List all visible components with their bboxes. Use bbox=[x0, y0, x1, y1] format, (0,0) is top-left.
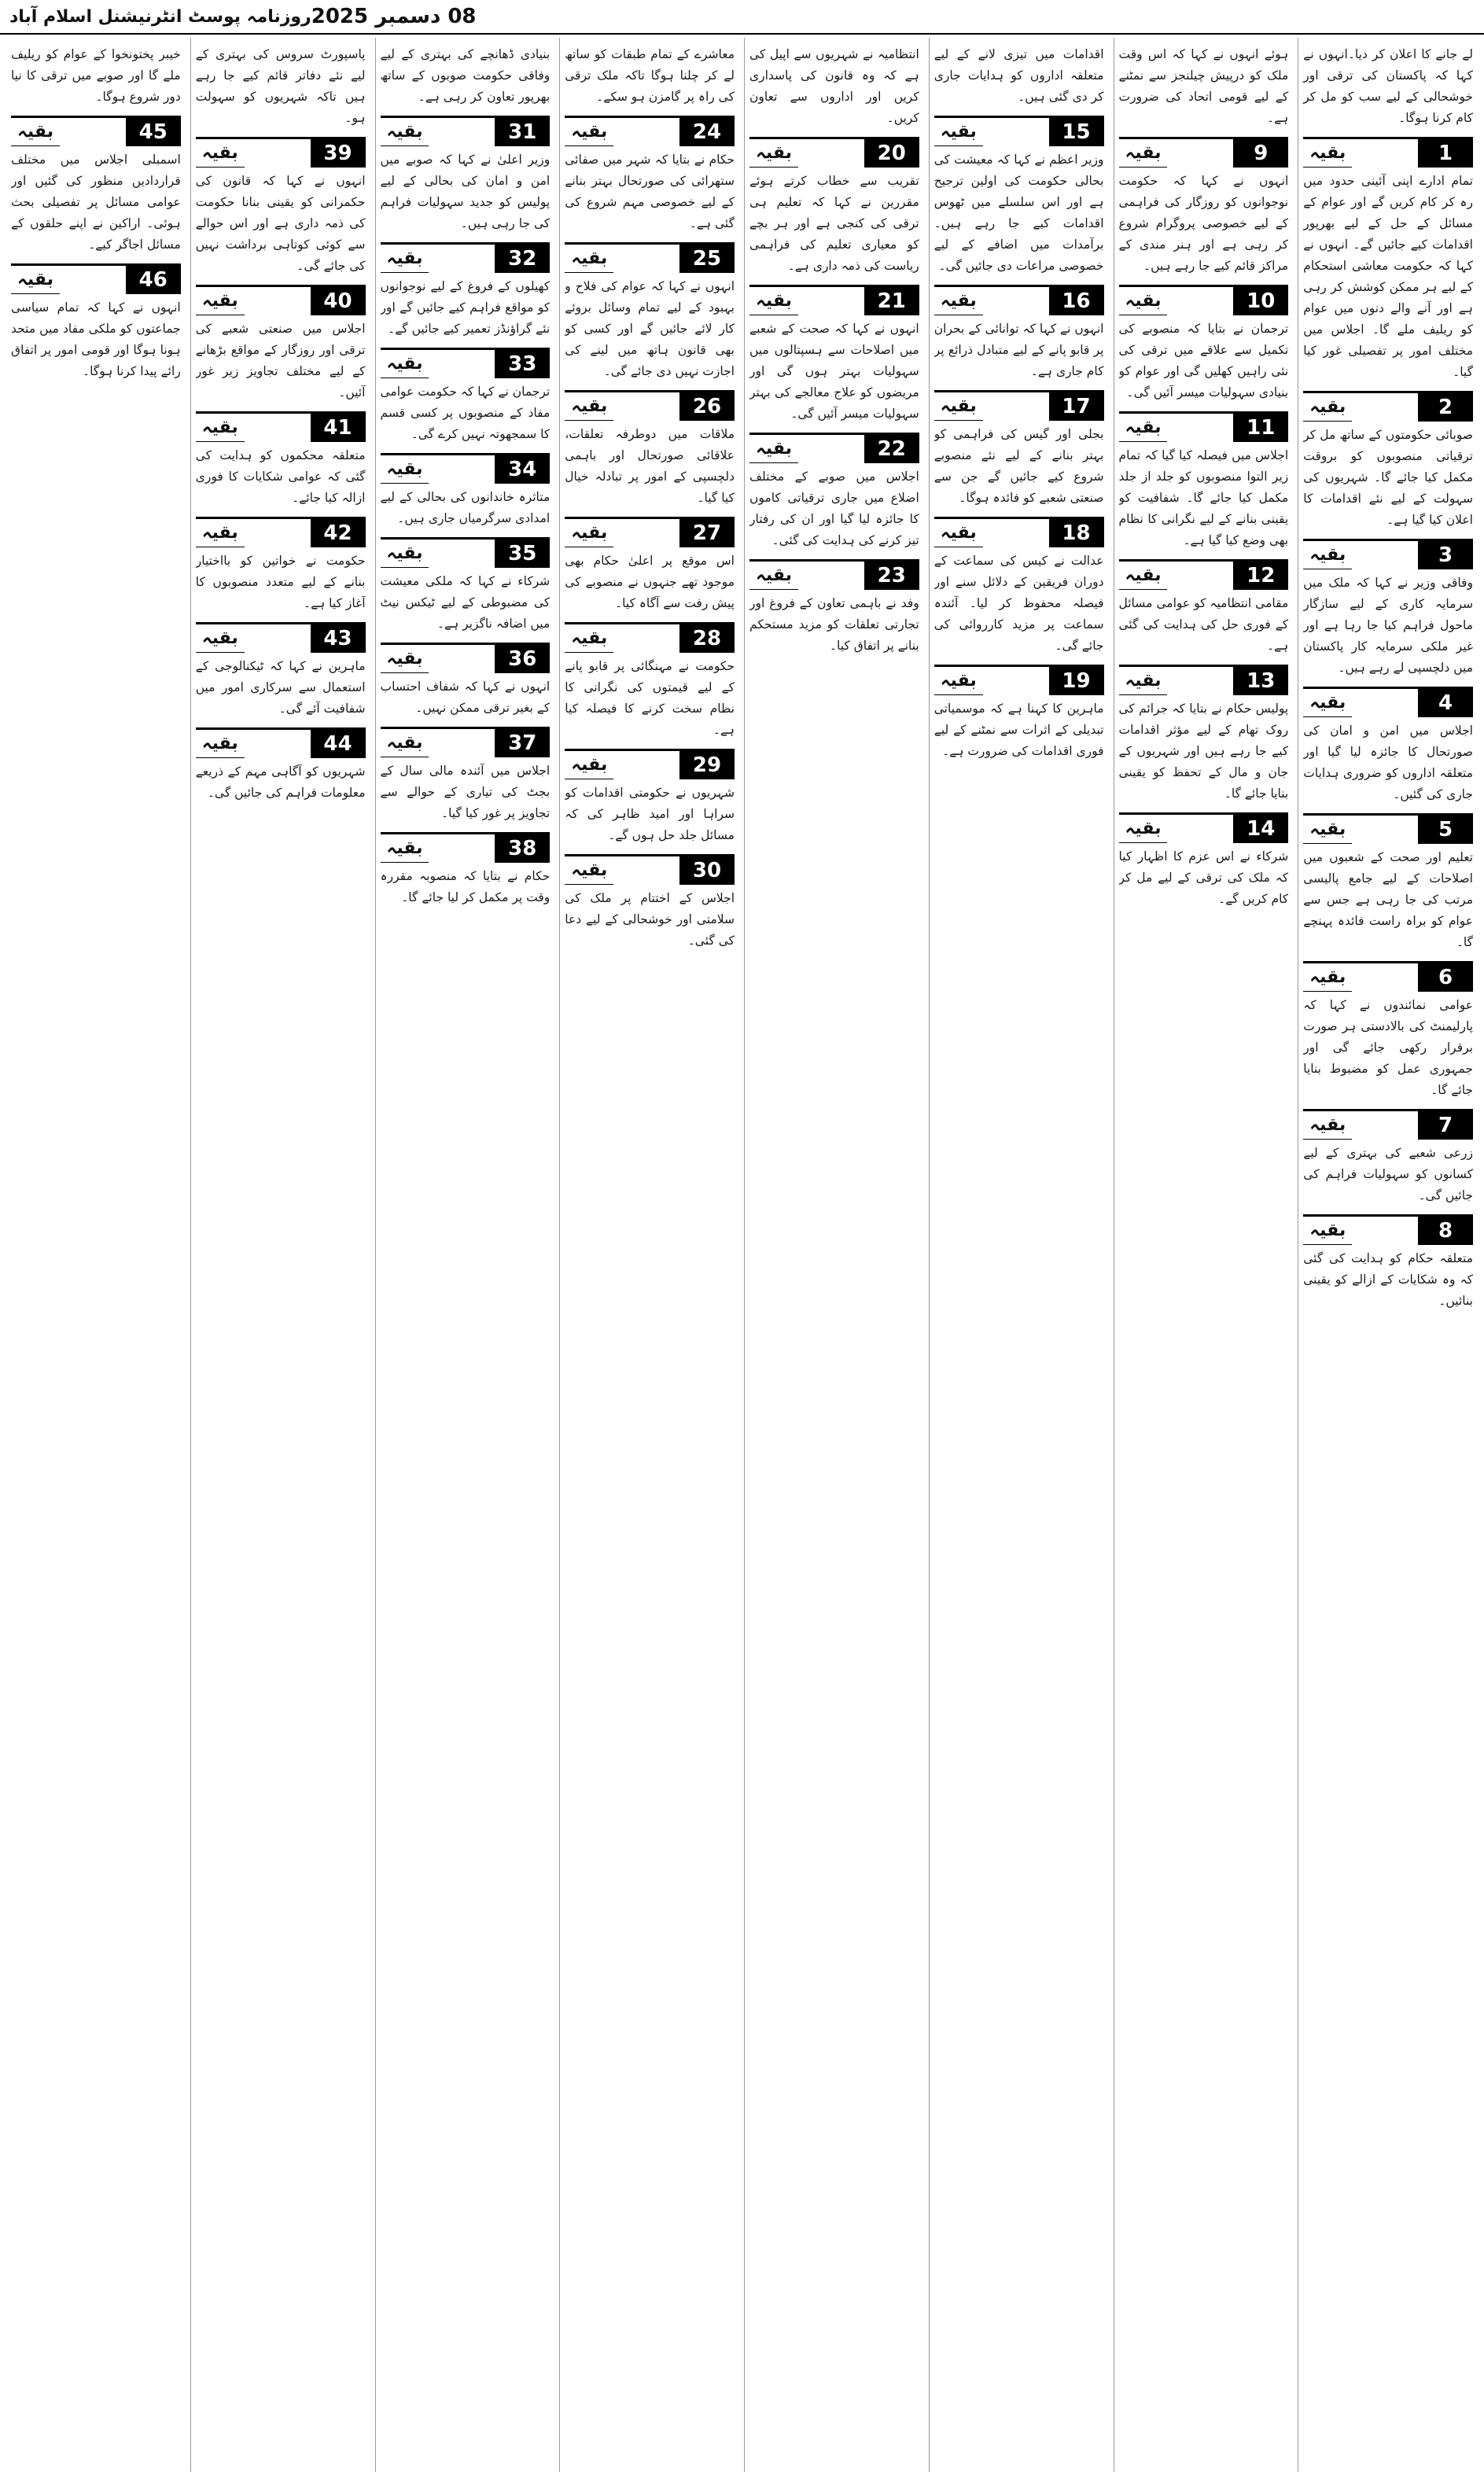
continuation-label: بقیہ bbox=[196, 624, 245, 653]
column-lead-text: انتظامیہ نے شہریوں سے اپیل کی ہے کہ وہ قانون کی پاسداری کریں اور اداروں سے تعاون کریں۔ bbox=[749, 47, 919, 125]
continuation-text: حکام نے بتایا کہ منصوبہ مقررہ وقت پر مکمل کر لیا جائے گا۔ bbox=[380, 869, 551, 904]
column bbox=[744, 38, 924, 2472]
continuation-header bbox=[1303, 689, 1473, 717]
continuation-header bbox=[934, 118, 1104, 146]
continuation-block bbox=[1303, 813, 1473, 953]
continuation-label: بقیہ bbox=[749, 139, 798, 168]
continuation-header bbox=[1303, 139, 1473, 168]
continuation-header bbox=[565, 519, 735, 547]
continuation-number: 11 bbox=[1233, 414, 1288, 442]
continuation-header bbox=[565, 856, 735, 885]
continuation-text: ملاقات میں دوطرفہ تعلقات، علاقائی صورتحال اور باہمی دلچسپی کے امور پر تبادلہ خیال کیا گیا۔ bbox=[565, 427, 735, 505]
continuation-header bbox=[381, 729, 551, 757]
continuation-text: عدالت نے کیس کی سماعت کے دوران فریقین کے دلائل سنے اور فیصلہ محفوظ کر لیا۔ آئندہ سماعت پر مزید کارروائی کی جائے گی۔ bbox=[933, 554, 1104, 653]
continuation-label: بقیہ bbox=[196, 287, 245, 315]
continuation-number: 9 bbox=[1233, 139, 1288, 168]
column-lead-text: ہوئے انہوں نے کہا کہ اس وقت ملک کو درپیش چیلنجز سے نمٹنے کے لیے قومی اتحاد کی ضرورت ہے۔ bbox=[1118, 47, 1289, 125]
continuation-text: حکومت نے مہنگائی پر قابو پانے کے لیے قیمتوں کی نگرانی کا نظام سخت کرنے کا فیصلہ کیا ہے۔ bbox=[565, 659, 735, 737]
continuation-number: 35 bbox=[495, 540, 550, 568]
continuation-label: بقیہ bbox=[1303, 963, 1352, 992]
continuation-header bbox=[381, 455, 551, 484]
continuation-header bbox=[1119, 287, 1289, 315]
continuation-text: ماہرین نے کہا کہ ٹیکنالوجی کے استعمال سے سرکاری امور میں شفافیت آئے گی۔ bbox=[195, 659, 366, 716]
continuation-block bbox=[749, 433, 919, 551]
continuation-text: اجلاس میں صوبے کے مختلف اضلاع میں جاری ترقیاتی کاموں کا جائزہ لیا گیا اور ان کی رفتار تیز کرنے کی ہدایت کی گئی۔ bbox=[749, 470, 919, 547]
continuation-number: 19 bbox=[1049, 667, 1104, 695]
column bbox=[929, 38, 1109, 2472]
continuation-number: 3 bbox=[1418, 541, 1473, 569]
continuation-block bbox=[381, 242, 551, 340]
continuation-number: 8 bbox=[1418, 1217, 1473, 1245]
continuation-header bbox=[934, 392, 1104, 421]
continuation-header bbox=[196, 624, 366, 653]
continuation-header bbox=[934, 667, 1104, 695]
continuation-text: حکام نے بتایا کہ شہر میں صفائی ستھرائی کی صورتحال بہتر بنانے کے لیے خصوصی مہم شروع کی گئی ہے۔ bbox=[565, 153, 735, 230]
continuation-header bbox=[749, 435, 919, 463]
continuation-header bbox=[1303, 963, 1473, 992]
continuation-block bbox=[1119, 559, 1289, 657]
continuation-header bbox=[565, 245, 735, 273]
continuation-number: 24 bbox=[679, 118, 735, 146]
continuation-number: 1 bbox=[1418, 139, 1473, 168]
continuation-block bbox=[381, 643, 551, 719]
column bbox=[1298, 38, 1478, 2472]
continuation-header bbox=[1303, 541, 1473, 569]
continuation-label: بقیہ bbox=[196, 139, 245, 168]
continuation-text: انہوں نے کہا کہ توانائی کے بحران پر قابو پانے کے لیے متبادل ذرائع پر کام جاری ہے۔ bbox=[933, 322, 1104, 378]
continuation-header bbox=[565, 392, 735, 421]
continuation-block bbox=[1119, 411, 1289, 551]
continuation-block bbox=[11, 116, 181, 256]
continuation-header bbox=[381, 350, 551, 378]
continuation-block bbox=[1303, 137, 1473, 383]
continuation-number: 26 bbox=[679, 392, 735, 421]
continuation-text: کھیلوں کے فروغ کے لیے نوجوانوں کو مواقع فراہم کیے جائیں گے اور نئے گراؤنڈز تعمیر کیے جائیں گے۔ bbox=[380, 279, 551, 336]
continuation-text: ترجمان نے بتایا کہ منصوبے کی تکمیل سے علاقے میں ترقی کی نئی راہیں کھلیں گی اور عوام کو بنیادی سہولیات میسر آئیں گی۔ bbox=[1118, 322, 1289, 400]
continuation-header bbox=[1303, 393, 1473, 422]
continuation-number: 44 bbox=[311, 730, 366, 758]
continuation-label: بقیہ bbox=[1119, 414, 1168, 442]
continuation-text: اجلاس میں آئندہ مالی سال کے بجٹ کی تیاری کے حوالے سے تجاویز پر غور کیا گیا۔ bbox=[380, 764, 551, 820]
continuation-block bbox=[1303, 1214, 1473, 1312]
continuation-block bbox=[381, 727, 551, 824]
continuation-label: بقیہ bbox=[565, 392, 613, 421]
continuation-header bbox=[196, 519, 366, 547]
column bbox=[190, 38, 370, 2472]
continuation-text: اجلاس میں فیصلہ کیا گیا کہ تمام زیر التوا منصوبوں کو جلد از جلد مکمل کیا جائے گا۔ شفافیت کو یقینی بنانے کے لیے نگرانی کا نظام بھی وضع کیا گیا ہے۔ bbox=[1118, 448, 1289, 547]
continuation-text: وزیر اعلیٰ نے کہا کہ صوبے میں امن و امان کی بحالی کے لیے پولیس کو جدید سہولیات فراہم کی جا رہی ہیں۔ bbox=[380, 153, 551, 230]
continuation-block bbox=[1119, 137, 1289, 277]
continuation-label: بقیہ bbox=[381, 455, 429, 484]
continuation-label: بقیہ bbox=[1303, 393, 1352, 422]
continuation-text: زرعی شعبے کی بہتری کے لیے کسانوں کو سہولیات فراہم کی جائیں گی۔ bbox=[1303, 1146, 1473, 1203]
column bbox=[6, 38, 186, 2472]
continuation-block bbox=[196, 622, 366, 720]
continuation-label: بقیہ bbox=[934, 519, 983, 547]
issue-date: 08 دسمبر 2025 bbox=[311, 5, 477, 28]
continuation-number: 33 bbox=[495, 350, 550, 378]
continuation-number: 5 bbox=[1418, 816, 1473, 844]
continuation-header bbox=[381, 834, 551, 863]
continuation-number: 32 bbox=[495, 245, 550, 273]
continuation-label: بقیہ bbox=[196, 414, 245, 442]
columns-grid bbox=[0, 38, 1484, 2472]
continuation-block bbox=[749, 285, 919, 425]
continuation-header bbox=[11, 118, 181, 146]
continuation-block bbox=[565, 749, 735, 846]
continuation-label: بقیہ bbox=[381, 729, 429, 757]
continuation-text: اس موقع پر اعلیٰ حکام بھی موجود تھے جنہوں نے منصوبے کی پیش رفت سے آگاہ کیا۔ bbox=[565, 554, 735, 610]
continuation-label: بقیہ bbox=[381, 118, 429, 146]
continuation-text: شہریوں نے حکومتی اقدامات کو سراہا اور امید ظاہر کی کہ مسائل جلد حل ہوں گے۔ bbox=[565, 786, 735, 842]
continuation-header bbox=[11, 266, 181, 294]
column-lead-text: لے جانے کا اعلان کر دیا۔انہوں نے کہا کہ پاکستان کی ترقی اور خوشحالی کے لیے سب کو مل کر کام کرنا ہوگا۔ bbox=[1303, 47, 1473, 125]
continuation-block bbox=[196, 411, 366, 509]
continuation-label: بقیہ bbox=[1303, 541, 1352, 569]
continuation-header bbox=[934, 519, 1104, 547]
continuation-block bbox=[1119, 285, 1289, 403]
continuation-number: 10 bbox=[1233, 287, 1288, 315]
continuation-block bbox=[1119, 665, 1289, 805]
continuation-label: بقیہ bbox=[196, 730, 245, 758]
continuation-header bbox=[565, 624, 735, 653]
continuation-number: 39 bbox=[311, 139, 366, 168]
continuation-number: 25 bbox=[679, 245, 735, 273]
continuation-text: اجلاس کے اختتام پر ملک کی سلامتی اور خوشحالی کے لیے دعا کی گئی۔ bbox=[565, 891, 735, 948]
continuation-label: بقیہ bbox=[934, 287, 983, 315]
continuation-header bbox=[1119, 562, 1289, 590]
column bbox=[375, 38, 555, 2472]
continuation-block bbox=[934, 116, 1104, 277]
continuation-number: 30 bbox=[679, 856, 735, 885]
continuation-header bbox=[381, 540, 551, 568]
continuation-label: بقیہ bbox=[381, 834, 429, 863]
continuation-header bbox=[196, 287, 366, 315]
continuation-text: انہوں نے کہا کہ حکومت نوجوانوں کو روزگار کی فراہمی کے لیے خصوصی پروگرام شروع کر رہی ہے اور ہنر مندی کے مراکز قائم کیے جا رہے ہیں۔ bbox=[1118, 174, 1289, 273]
continuation-number: 4 bbox=[1418, 689, 1473, 717]
continuation-number: 16 bbox=[1049, 287, 1104, 315]
continuation-label: بقیہ bbox=[934, 667, 983, 695]
continuation-label: بقیہ bbox=[196, 519, 245, 547]
continuation-text: تعلیم اور صحت کے شعبوں میں اصلاحات کے لیے جامع پالیسی مرتب کی جا رہی ہے جس سے عوام کو براہ راست فائدہ پہنچے گا۔ bbox=[1303, 850, 1473, 949]
continuation-number: 42 bbox=[311, 519, 366, 547]
continuation-number: 6 bbox=[1418, 963, 1473, 992]
continuation-text: عوامی نمائندوں نے کہا کہ پارلیمنٹ کی بالادستی ہر صورت برقرار رکھی جائے گی اور جمہوری عمل کو مضبوط بنایا جائے گا۔ bbox=[1303, 998, 1473, 1097]
continuation-header bbox=[1119, 667, 1289, 695]
continuation-number: 40 bbox=[311, 287, 366, 315]
continuation-block bbox=[1303, 687, 1473, 805]
continuation-label: بقیہ bbox=[381, 645, 429, 673]
continuation-block bbox=[381, 348, 551, 445]
continuation-number: 13 bbox=[1233, 667, 1288, 695]
continuation-label: بقیہ bbox=[381, 245, 429, 273]
continuation-block bbox=[565, 116, 735, 234]
continuation-header bbox=[565, 751, 735, 779]
continuation-number: 7 bbox=[1418, 1111, 1473, 1140]
continuation-number: 34 bbox=[495, 455, 550, 484]
continuation-text: انہوں نے کہا کہ عوام کی فلاح و بہبود کے لیے تمام وسائل بروئے کار لائے جائیں گے اور کسی کو بھی قانون ہاتھ میں لینے کی اجازت نہیں دی جائے گی۔ bbox=[565, 279, 735, 378]
continuation-block bbox=[749, 559, 919, 657]
continuation-header bbox=[1119, 815, 1289, 843]
continuation-number: 21 bbox=[864, 287, 919, 315]
continuation-label: بقیہ bbox=[1303, 816, 1352, 844]
continuation-text: صوبائی حکومتوں کے ساتھ مل کر ترقیاتی منصوبوں کو بروقت مکمل کیا جائے گا۔ شہریوں کی سہولت کے لیے نئے اقدامات کا اعلان کیا گیا ہے۔ bbox=[1303, 428, 1473, 527]
continuation-number: 14 bbox=[1233, 815, 1288, 843]
continuation-text: حکومت نے خواتین کو بااختیار بنانے کے لیے متعدد منصوبوں کا آغاز کیا ہے۔ bbox=[195, 554, 366, 610]
continuation-block bbox=[934, 517, 1104, 657]
continuation-text: متاثرہ خاندانوں کی بحالی کے لیے امدادی سرگرمیاں جاری ہیں۔ bbox=[380, 490, 551, 525]
continuation-number: 38 bbox=[495, 834, 550, 863]
continuation-label: بقیہ bbox=[1119, 815, 1168, 843]
continuation-header bbox=[749, 139, 919, 168]
continuation-block bbox=[196, 285, 366, 403]
continuation-number: 31 bbox=[495, 118, 550, 146]
continuation-header bbox=[381, 645, 551, 673]
continuation-header bbox=[381, 118, 551, 146]
continuation-number: 46 bbox=[126, 266, 181, 294]
continuation-label: بقیہ bbox=[1119, 667, 1168, 695]
continuation-text: شہریوں کو آگاہی مہم کے ذریعے معلومات فراہم کی جائیں گی۔ bbox=[195, 764, 366, 800]
continuation-number: 41 bbox=[311, 414, 366, 442]
continuation-number: 18 bbox=[1049, 519, 1104, 547]
continuation-text: ترجمان نے کہا کہ حکومت عوامی مفاد کے منصوبوں پر کسی قسم کا سمجھوتہ نہیں کرے گی۔ bbox=[380, 385, 551, 441]
newspaper-title: روزنامہ پوسٹ انٹرنیشنل اسلام آباد bbox=[9, 6, 311, 27]
continuation-text: مقامی انتظامیہ کو عوامی مسائل کے فوری حل کی ہدایت کی گئی ہے۔ bbox=[1118, 596, 1289, 653]
continuation-text: متعلقہ محکموں کو ہدایت کی گئی کہ عوامی شکایات کا فوری ازالہ کیا جائے۔ bbox=[195, 448, 366, 505]
continuation-header bbox=[1119, 139, 1289, 168]
continuation-header bbox=[381, 245, 551, 273]
column-lead-text: بنیادی ڈھانچے کی بہتری کے لیے وفاقی حکومت صوبوں کے ساتھ بھرپور تعاون کر رہی ہے۔ bbox=[380, 47, 551, 104]
continuation-label: بقیہ bbox=[1303, 139, 1352, 168]
continuation-text: تقریب سے خطاب کرتے ہوئے مقررین نے کہا کہ تعلیم ہی ترقی کی کنجی ہے اور ہر بچے کو معیاری تعلیم کی فراہمی ریاست کی ذمہ داری ہے۔ bbox=[749, 174, 919, 273]
continuation-text: اجلاس میں صنعتی شعبے کی ترقی اور روزگار کے مواقع بڑھانے کے لیے مختلف تجاویز زیر غور آئیں۔ bbox=[195, 322, 366, 400]
continuation-block bbox=[381, 832, 551, 908]
continuation-header bbox=[196, 139, 366, 168]
continuation-block bbox=[1303, 1109, 1473, 1206]
continuation-label: بقیہ bbox=[1119, 287, 1168, 315]
continuation-label: بقیہ bbox=[749, 562, 798, 590]
continuation-text: انہوں نے کہا کہ قانون کی حکمرانی کو یقینی بنانا حکومت کی ذمہ داری ہے اور اس حوالے سے کوئی کوتاہی برداشت نہیں کی جائے گی۔ bbox=[195, 174, 366, 273]
continuation-block bbox=[381, 116, 551, 234]
continuation-header bbox=[1303, 1111, 1473, 1140]
continuation-text: وفاقی وزیر نے کہا کہ ملک میں سرمایہ کاری کے لیے سازگار ماحول فراہم کیا جا رہا ہے اور غیر ملکی سرمایہ کار پاکستان میں دلچسپی لے رہے ہیں۔ bbox=[1303, 576, 1473, 675]
continuation-number: 20 bbox=[864, 139, 919, 168]
continuation-label: بقیہ bbox=[381, 540, 429, 568]
continuation-label: بقیہ bbox=[1303, 689, 1352, 717]
continuation-label: بقیہ bbox=[1303, 1111, 1352, 1140]
continuation-number: 12 bbox=[1233, 562, 1288, 590]
continuation-block bbox=[1303, 539, 1473, 679]
continuation-label: بقیہ bbox=[565, 624, 613, 653]
continuation-block bbox=[11, 263, 181, 382]
continuation-label: بقیہ bbox=[11, 266, 60, 294]
continuation-header bbox=[1303, 816, 1473, 844]
continuation-text: شرکاء نے اس عزم کا اظہار کیا کہ ملک کی ترقی کے لیے مل کر کام کریں گے۔ bbox=[1118, 849, 1289, 906]
continuation-label: بقیہ bbox=[934, 118, 983, 146]
continuation-number: 29 bbox=[679, 751, 735, 779]
column bbox=[1114, 38, 1294, 2472]
continuation-number: 15 bbox=[1049, 118, 1104, 146]
continuation-label: بقیہ bbox=[565, 856, 613, 885]
continuation-text: انہوں نے کہا کہ شفاف احتساب کے بغیر ترقی ممکن نہیں۔ bbox=[380, 680, 551, 715]
continuation-block bbox=[1119, 812, 1289, 910]
continuation-block bbox=[934, 285, 1104, 382]
continuation-number: 45 bbox=[126, 118, 181, 146]
continuation-text: ماہرین کا کہنا ہے کہ موسمیاتی تبدیلی کے اثرات سے نمٹنے کے لیے فوری اقدامات کی ضرورت ہے۔ bbox=[933, 702, 1104, 758]
continuation-block bbox=[381, 453, 551, 529]
continuation-label: بقیہ bbox=[565, 519, 613, 547]
continuation-header bbox=[196, 730, 366, 758]
continuation-label: بقیہ bbox=[749, 287, 798, 315]
continuation-header bbox=[934, 287, 1104, 315]
continuation-block bbox=[749, 137, 919, 277]
continuation-label: بقیہ bbox=[565, 118, 613, 146]
continuation-block bbox=[934, 390, 1104, 509]
continuation-block bbox=[1303, 391, 1473, 531]
continuation-number: 36 bbox=[495, 645, 550, 673]
continuation-text: انہوں نے کہا کہ تمام سیاسی جماعتوں کو ملکی مفاد میں متحد ہونا ہوگا اور قومی امور پر اتفاق رائے پیدا کرنا ہوگا۔ bbox=[11, 300, 181, 378]
continuation-number: 27 bbox=[679, 519, 735, 547]
continuation-label: بقیہ bbox=[565, 245, 613, 273]
continuation-block bbox=[565, 390, 735, 509]
continuation-label: بقیہ bbox=[565, 751, 613, 779]
column-lead-text: اقدامات میں تیزی لانے کے لیے متعلقہ اداروں کو ہدایات جاری کر دی گئی ہیں۔ bbox=[933, 47, 1104, 104]
column bbox=[559, 38, 739, 2472]
continuation-label: بقیہ bbox=[1119, 562, 1168, 590]
continuation-number: 37 bbox=[495, 729, 550, 757]
continuation-text: شرکاء نے کہا کہ ملکی معیشت کی مضبوطی کے لیے ٹیکس نیٹ میں اضافہ ناگزیر ہے۔ bbox=[380, 574, 551, 631]
continuation-block bbox=[565, 517, 735, 614]
continuation-header bbox=[749, 287, 919, 315]
continuation-label: بقیہ bbox=[934, 392, 983, 421]
continuation-label: بقیہ bbox=[1119, 139, 1168, 168]
column-lead-text: معاشرے کے تمام طبقات کو ساتھ لے کر چلنا ہوگا تاکہ ملک ترقی کی راہ پر گامزن ہو سکے۔ bbox=[565, 47, 735, 104]
continuation-text: اجلاس میں امن و امان کی صورتحال کا جائزہ لیا گیا اور متعلقہ اداروں کو ضروری ہدایات جاری کی گئیں۔ bbox=[1303, 724, 1473, 801]
continuation-text: متعلقہ حکام کو ہدایت کی گئی کہ وہ شکایات کے ازالے کو یقینی بنائیں۔ bbox=[1303, 1251, 1473, 1308]
masthead bbox=[0, 0, 1484, 35]
continuation-label: بقیہ bbox=[1303, 1217, 1352, 1245]
continuation-block bbox=[565, 854, 735, 952]
continuation-number: 28 bbox=[679, 624, 735, 653]
continuation-label: بقیہ bbox=[749, 435, 798, 463]
continuation-block bbox=[196, 137, 366, 277]
continuation-header bbox=[749, 562, 919, 590]
continuation-number: 43 bbox=[311, 624, 366, 653]
continuation-header bbox=[1303, 1217, 1473, 1245]
continuation-number: 17 bbox=[1049, 392, 1104, 421]
continuation-header bbox=[196, 414, 366, 442]
continuation-block bbox=[565, 622, 735, 741]
continuation-block bbox=[196, 517, 366, 614]
continuation-number: 22 bbox=[864, 435, 919, 463]
continuation-text: انہوں نے کہا کہ صحت کے شعبے میں اصلاحات سے ہسپتالوں میں سہولیات بہتر ہوں گی اور مریضوں کو علاج معالجے کی بہتر سہولیات میسر آئیں گی۔ bbox=[749, 322, 919, 421]
continuation-label: بقیہ bbox=[11, 118, 60, 146]
continuation-text: اسمبلی اجلاس میں مختلف قراردادیں منظور کی گئیں اور عوامی مسائل پر تفصیلی بحث ہوئی۔ اراکین نے اپنے حلقوں کے مسائل اجاگر کیے۔ bbox=[11, 153, 181, 252]
continuation-block bbox=[565, 242, 735, 382]
continuation-label: بقیہ bbox=[381, 350, 429, 378]
continuation-block bbox=[196, 727, 366, 804]
continuation-text: پولیس حکام نے بتایا کہ جرائم کی روک تھام کے لیے مؤثر اقدامات کیے جا رہے ہیں اور شہریوں کے جان و مال کے تحفظ کو یقینی بنایا جائے گا۔ bbox=[1118, 702, 1289, 801]
continuation-block bbox=[1303, 961, 1473, 1101]
continuation-text: بجلی اور گیس کی فراہمی کو بہتر بنانے کے لیے نئے منصوبے شروع کیے جائیں گے جن سے صنعتی شعبے کو فائدہ ہوگا۔ bbox=[933, 427, 1104, 505]
continuation-header bbox=[565, 118, 735, 146]
continuation-block bbox=[934, 665, 1104, 762]
column-lead-text: پاسپورٹ سروس کی بہتری کے لیے نئے دفاتر قائم کیے جا رہے ہیں تاکہ شہریوں کو سہولت ہو۔ bbox=[195, 47, 366, 125]
column-lead-text: خیبر پختونخوا کے عوام کو ریلیف ملے گا اور صوبے میں ترقی کا نیا دور شروع ہوگا۔ bbox=[11, 47, 181, 104]
continuation-number: 23 bbox=[864, 562, 919, 590]
continuation-text: وزیر اعظم نے کہا کہ معیشت کی بحالی حکومت کی اولین ترجیح ہے اور اس سلسلے میں ٹھوس اقدامات کیے جا رہے ہیں۔ برآمدات میں اضافے کے لیے خصوصی مراعات دی جائیں گی۔ bbox=[933, 153, 1104, 273]
continuation-block bbox=[381, 537, 551, 635]
continuation-text: تمام ادارے اپنی آئینی حدود میں رہ کر کام کریں گے اور عوام کے مسائل کے حل کے لیے بھرپور اقدامات کیے جائیں گے۔ انہوں نے کہا کہ حکومت معاشی استحکام کے لیے ہر ممکن کوشش کر رہی ہے اور آنے والے دنوں میں عوام کو ریلیف ملے گا۔ اجلاس میں مختلف امور پر تفصیلی غور کیا گیا۔ bbox=[1303, 174, 1473, 379]
continuation-header bbox=[1119, 414, 1289, 442]
continuation-text: وفد نے باہمی تعاون کے فروغ اور تجارتی تعلقات کو مزید مستحکم بنانے پر اتفاق کیا۔ bbox=[749, 596, 919, 653]
continuation-number: 2 bbox=[1418, 393, 1473, 422]
